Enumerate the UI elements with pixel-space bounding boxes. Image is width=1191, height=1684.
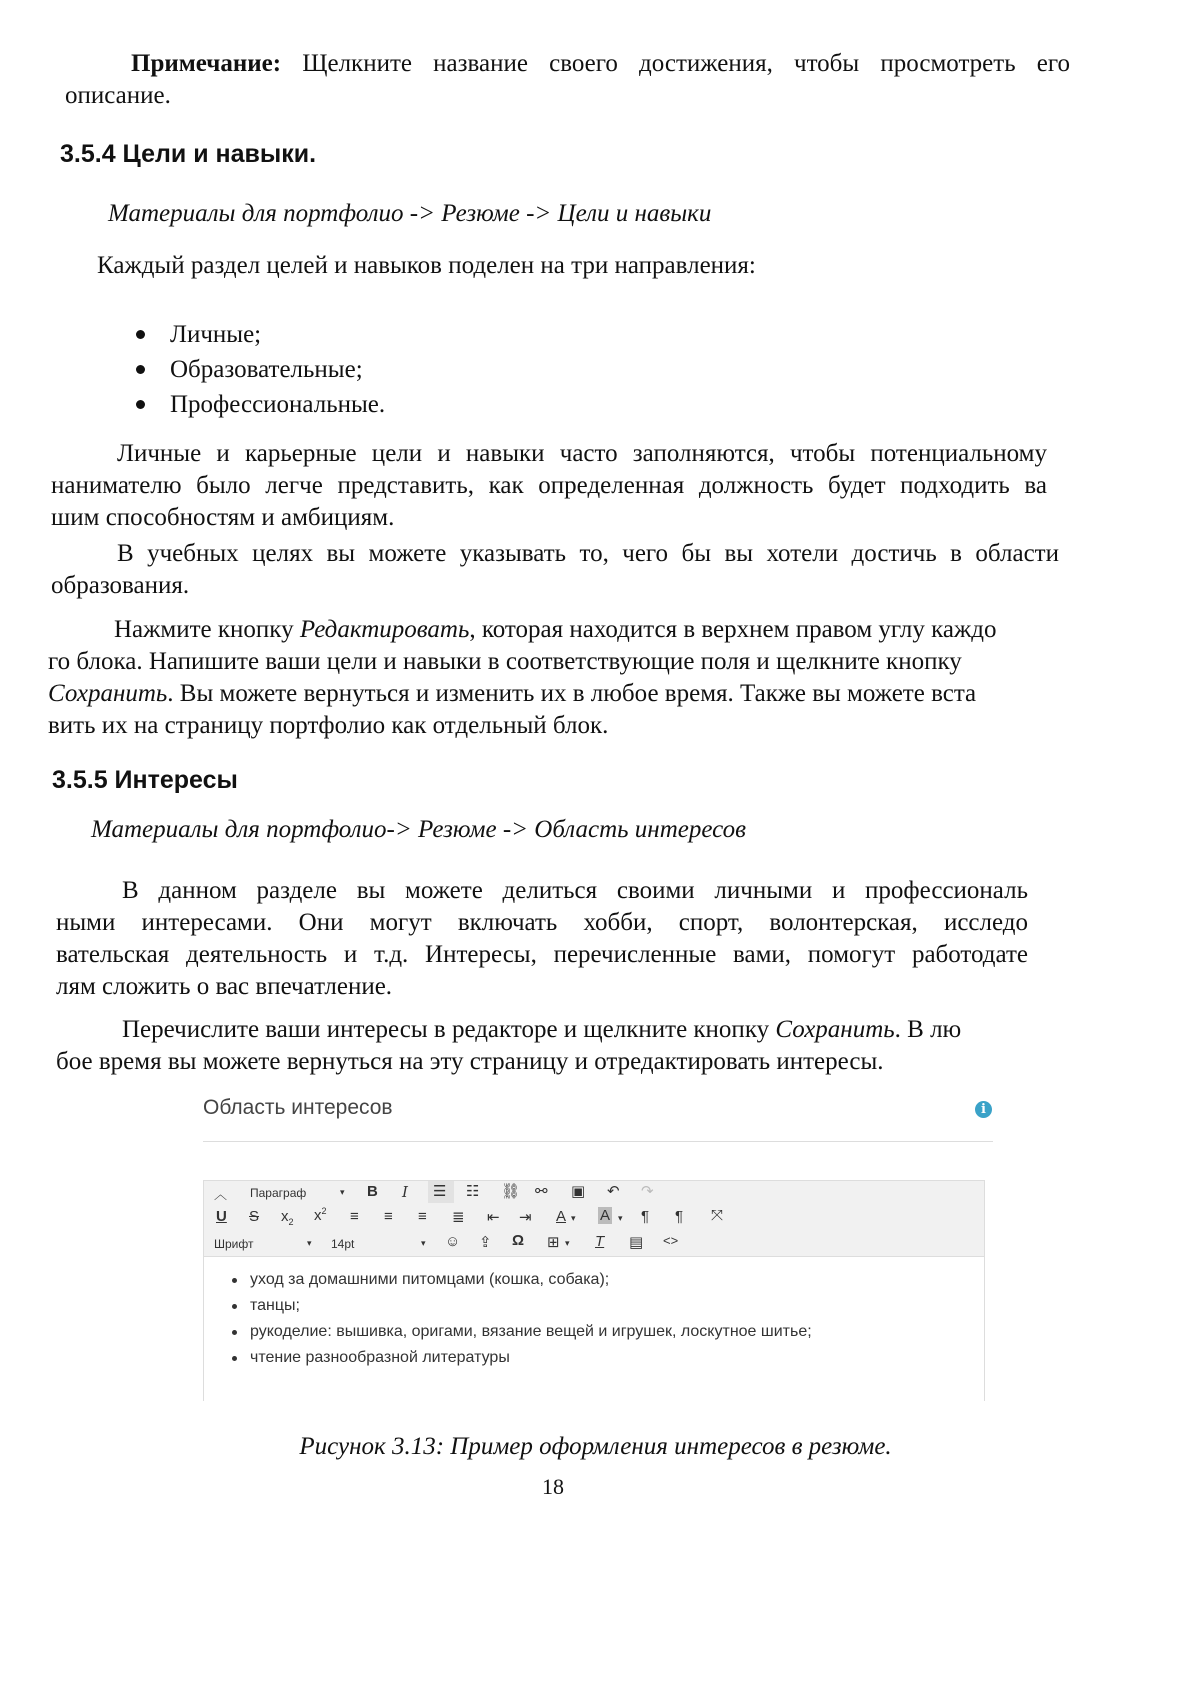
list-item: танцы; [250,1293,812,1319]
interests-paragraph-2: Перечислите ваши интересы в редакторе и щелкните кнопку Сохранить. В лю бое время вы можете вернуться на эту страницу и отредактировать интересы. [56,1016,962,1075]
bold-icon[interactable]: B [367,1183,378,1200]
text-color-icon[interactable]: A [556,1208,567,1225]
chevron-down-icon[interactable]: ▾ [571,1213,576,1223]
table-icon[interactable]: ⊞ [547,1234,560,1251]
widget-title: Область интересов [203,1096,393,1119]
special-char-icon[interactable]: Ω [512,1232,525,1249]
list-item: уход за домашними питомцами (кошка, собака); [250,1267,812,1293]
chevron-down-icon[interactable]: ▾ [565,1238,570,1248]
page-number: 18 [542,1474,564,1499]
interests-editor[interactable] [203,1256,985,1401]
paragraph-format-select[interactable]: Параграф [250,1186,307,1200]
section-heading-goals: 3.5.4 Цели и навыки. [60,140,317,168]
note-line2: описание. [65,82,171,109]
goals-paragraph-2: В учебных целях вы можете указывать то, чего бы вы хотели достичь в области образования. [51,540,1059,599]
collapse-toolbar-icon[interactable]: ︿ [214,1187,228,1202]
align-left-icon[interactable]: ≡ [350,1208,359,1225]
superscript-icon[interactable]: $x^2$ [314,1206,327,1224]
note-paragraph [65,48,1070,112]
clear-formatting-icon[interactable]: T [595,1233,605,1250]
font-family-select[interactable]: Шрифт [214,1237,254,1251]
strikethrough-icon[interactable]: S [249,1208,260,1225]
numbered-list-icon[interactable]: ☷ [466,1183,480,1200]
font-size-select[interactable]: 14pt [331,1237,355,1251]
underline-icon[interactable]: U [216,1208,227,1225]
goals-list [170,317,385,422]
align-justify-icon[interactable]: ≣ [452,1209,465,1226]
note-line1: Щелкните название своего достижения, чтобы просмотреть его [302,50,1070,77]
outdent-icon[interactable]: ⇤ [487,1209,500,1226]
list-item: рукоделие: вышивка, оригами, вязание вещей и игрушек, лоскутное шитье; [250,1319,812,1345]
goals-intro: Каждый раздел целей и навыков поделен на три направления: [97,252,756,279]
list-item: Образовательные; [170,352,385,387]
upload-icon[interactable]: ⇪ [479,1234,492,1251]
goals-paragraph-3: Нажмите кнопку Редактировать, которая находится в верхнем правом углу каждо го блока. Напишите ваши цели и навыки в соответствующие поля и щелкните кнопку Сохранить. Вы можете вернуться и изменить их в любое время. Также вы можете вста вить их на страницу портфолио как отдельный блок. [48,616,997,739]
goals-paragraph-1: Личные и карьерные цели и навыки часто заполняются, чтобы потенциальному нанимателю было легче представить, как определенная должность будет подходить ва шим способностям и амбициям. [51,440,1047,531]
fullscreen-icon[interactable]: ⤧ [711,1207,724,1224]
note-label: Примечание: [131,50,282,77]
list-item: Профессиональные. [170,387,385,422]
italic-icon[interactable]: I [402,1183,408,1201]
chevron-down-icon[interactable]: ▾ [307,1238,312,1248]
emoticons-icon[interactable]: ☺ [445,1233,461,1250]
list-item: Личные; [170,317,385,352]
nav-path-interests: Материалы для портфолио-> Резюме -> Область интересов [91,816,746,843]
title-divider [203,1141,993,1142]
align-right-icon[interactable]: ≡ [418,1208,427,1225]
redo-icon[interactable]: ↷ [641,1183,654,1200]
align-center-icon[interactable]: ≡ [384,1208,393,1225]
ltr-icon[interactable]: ¶ [641,1208,650,1225]
rtl-icon[interactable]: ¶ [675,1208,684,1225]
subscript-icon[interactable]: $x_2$ [281,1208,294,1227]
unlink-icon[interactable]: ⚯ [535,1183,548,1200]
section-heading-interests: 3.5.5 Интересы [52,766,238,794]
chevron-down-icon[interactable]: ▾ [618,1213,623,1223]
chevron-down-icon[interactable]: ▾ [340,1187,345,1197]
interests-paragraph-1: В данном разделе вы можете делиться своими личными и профессиональ ными интересами. Они могут включать хобби, спорт, волонтерская, исследо вательская деятельность и т.д. Интересы, перечисленные вами, помогут работодате лям сложить о вас впечатление. [56,877,1028,1000]
figure-caption: Рисунок 3.13: Пример оформления интересов в резюме. [299,1433,892,1460]
image-icon[interactable]: ▣ [571,1183,586,1200]
list-item: чтение разнообразной литературы [250,1345,812,1371]
editor-toolbar [203,1180,985,1257]
bullet-list-icon[interactable]: ☰ [433,1183,447,1200]
indent-icon[interactable]: ⇥ [519,1209,532,1226]
background-color-icon[interactable]: A [600,1207,611,1224]
info-icon[interactable]: i [975,1101,992,1118]
interests-list [250,1267,812,1371]
interests-widget [203,1090,993,1400]
paste-icon[interactable]: ▤ [629,1234,644,1251]
link-icon[interactable]: ⛓ [501,1183,521,1200]
chevron-down-icon[interactable]: ▾ [421,1238,426,1248]
undo-icon[interactable]: ↶ [607,1183,620,1200]
source-code-icon[interactable]: <> [663,1233,679,1248]
nav-path-goals: Материалы для портфолио -> Резюме -> Цели и навыки [108,200,712,227]
